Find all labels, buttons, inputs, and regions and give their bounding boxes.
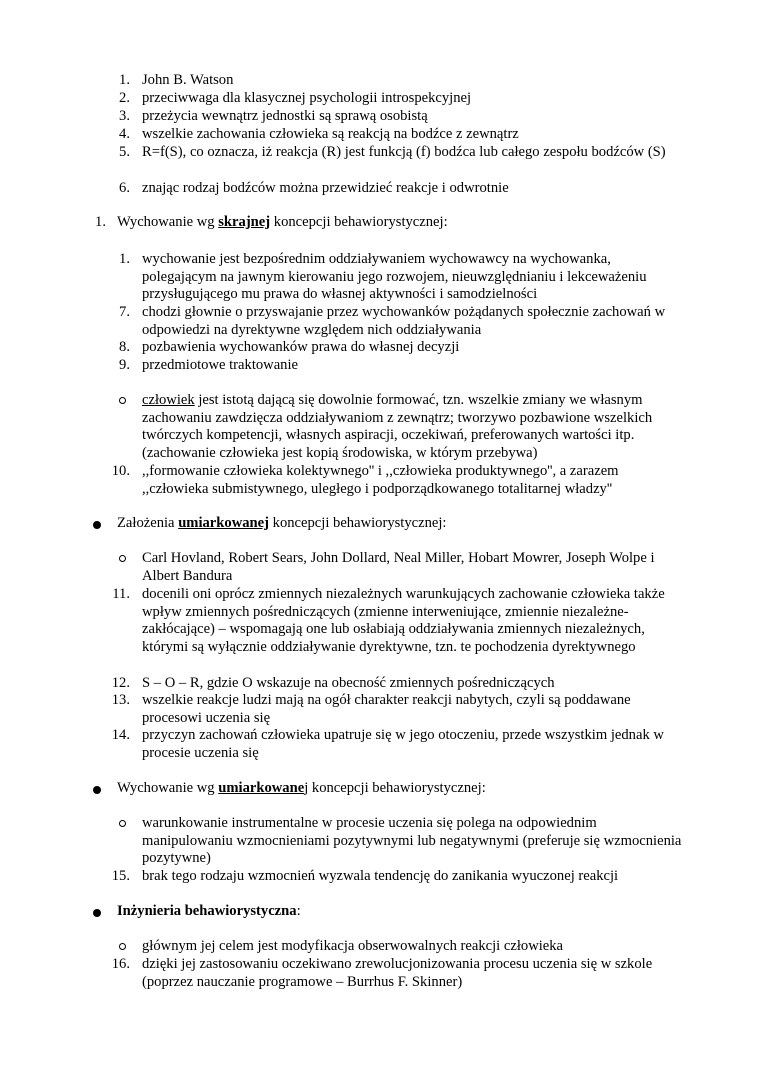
list-text: przyczyn zachowań człowieka upatruje się w jego otoczeniu, przede wszystkim jednak w procesie uczenia się <box>142 727 664 761</box>
list-text: S – O – R, gdzie O wskazuje na obecność zmiennych pośredniczących <box>142 675 555 691</box>
circle-bullet-icon <box>119 943 126 950</box>
list-text: człowiek jest istotą dającą się dowolnie formować, tzn. wszelkie zmiany we własnym zachowaniu zawdzięcza oddziaływaniom z zewnątrz; tworzywo pozbawione wszelkich twórczych kompetencji, własnych aspiracji, oczekiwań, preferowanych wartości itp. (zachowanie człowieka jest kopią środowiska, w którym przebywa) <box>142 392 653 461</box>
list-text: wszelkie reakcje ludzi mają na ogół charakter reakcji nabytych, czyli są poddawane procesowi uczenia się <box>142 692 631 726</box>
list-text: chodzi głownie o przyswajanie przez wychowanków pożądanych społecznie zachowań w odpowiedzi na dyrektywne względem nich oddziaływania <box>142 304 666 338</box>
circle-bullet-icon <box>119 397 126 404</box>
circle-bullet-icon <box>119 555 126 562</box>
list-text: Carl Hovland, Robert Sears, John Dollard, Neal Miller, Hobart Mowrer, Joseph Wolpe i Albert Bandura <box>142 550 655 584</box>
list-number: 9. <box>119 357 130 373</box>
heading-number: 1. <box>95 214 106 230</box>
list-text: warunkowanie instrumentalne w procesie uczenia się polega na odpowiednim manipulowaniu wzmocnieniami pozytywnymi lub negatywnymi (preferuje się wzmocnienia pozytywne) <box>142 815 682 867</box>
list-text: wychowanie jest bezpośrednim oddziaływaniem wychowawcy na wychowanka, polegającym na jawnym kierowaniu jego rozwojem, nieuwzględnianiu i lekceważeniu przysługującego mu prawa do własnej aktywności i samodzielności <box>142 251 647 303</box>
list-number: 2. <box>119 90 130 106</box>
list-number: 3. <box>119 108 130 124</box>
list-text: wszelkie zachowania człowieka są reakcją na bodźce z zewnątrz <box>142 126 519 142</box>
document-page: 1. John B. Watson 2. przeciwwaga dla klasycznej psychologii introspekcyjnej 3. przeżycia wewnątrz jednostki są sprawą osobistą 4. wszelkie zachowania człowieka są reakcją na bodźce z zewnątrz 5. R=f(S), co oznacza, iż reakcja (R) jest funkcją (f) bodźca lub całego zespołu bodźców (S) 6. znając rodzaj bodźców można przewidzieć reakcje i odwrotnie 1. Wychowanie wg skrajnej koncepcji behawiorystycznej: 1. wychowanie jest bezpośrednim oddziaływaniem wychowawcy na wychowanka, polegającym na jawnym kierowaniu jego rozwojem, nieuwzględnianiu i lekceważeniu przysługującego mu prawa do własnej aktywności i samodzielności 7. chodzi głownie o przyswajanie przez wychowanków pożądanych społecznie zachowań w odpowiedzi na dyrektywne względem nich oddziaływania 8. pozbawienia wychowanków prawa do własnej decyzji 9. przedmiotowe traktowanie człowiek jest istotą dającą się dowolnie formować, tzn. wszelkie zmiany we własnym zachowaniu zawdzięcza oddziaływaniom z zewnątrz; tworzywo pozbawione wszelkich twórczych kompetencji, własnych aspiracji, oczekiwań, preferowanych wartości itp. (zachowanie człowieka jest kopią środowiska, w którym przebywa) 10. ,,formowanie człowieka kolektywnego'' i ,,człowieka produktywnego'', a zarazem ,,człowieka submistywnego, uległego i podporządkowanego totalitarnej władzy'' Założenia umiarkowanej koncepcji behawiorystycznej: Carl Hovland, Robert Sears, John Dollard, Neal Miller, Hobart Mowrer, Joseph Wolpe i Albert Bandura 11. docenili oni oprócz zmiennych niezależnych warunkujących zachowanie człowieka także wpływ zmiennych pośredniczących (zmienne interweniujące, zmiennie niezależne-zakłócające) – wspomagają one lub osłabiają oddziaływania zmiennych niezależnych, którymi są wyłącznie oddziaływanie dyrektywne, tzn. te pochodzenia dyrektywnego 12. S – O – R, gdzie O wskazuje na obecność zmiennych pośredniczących 13. wszelkie reakcje ludzi mają na ogół charakter reakcji nabytych, czyli są poddawane procesowi uczenia się 14. przyczyn zachowań człowieka upatruje się w jego otoczeniu, przede wszystkim jednak w procesie uczenia się Wychowanie wg umiarkowanej koncepcji behawiorystycznej: warunkowanie instrumentalne w procesie uczenia się polega na odpowiednim manipulowaniu wzmocnieniami pozytywnymi lub negatywnymi (preferuje się wzmocnienia pozytywne) 15. brak tego rodzaju wzmocnień wyzwala tendencję do zanikania wyuczonej reakcji Inżynieria behawiorystyczna: głównym jej celem jest modyfikacja obserwowalnych reakcji człowieka 16. dzięki jej zastosowaniu oczekiwano zrewolucjonizowania procesu uczenia się w szkole (poprzez nauczanie programowe – Burrhus F. Skinner) <box>0 0 760 1075</box>
list-number: 12. <box>111 675 130 691</box>
list-number: 8. <box>119 339 130 355</box>
list-number: 16. <box>111 956 130 972</box>
list-text: przeżycia wewnątrz jednostki są sprawą osobistą <box>142 108 428 124</box>
emphasis-skrajnej: skrajnej <box>218 214 271 230</box>
list-number: 1. <box>119 72 130 88</box>
circle-bullet-icon <box>119 820 126 827</box>
list-text: pozbawienia wychowanków prawa do własnej decyzji <box>142 339 460 355</box>
emphasis-umiarkowanej: umiarkowanej <box>178 515 269 531</box>
list-text: R=f(S), co oznacza, iż reakcja (R) jest funkcją (f) bodźca lub całego zespołu bodźców (S) <box>142 144 666 160</box>
list-number: 13. <box>111 692 130 708</box>
list-text: ,,formowanie człowieka kolektywnego'' i ,,człowieka produktywnego'', a zarazem ,,człowieka submistywnego, uległego i podporządkowanego totalitarnej władzy'' <box>142 463 619 497</box>
list-text: John B. Watson <box>142 72 234 88</box>
list-number: 7. <box>119 304 130 320</box>
list-text: głównym jej celem jest modyfikacja obserwowalnych reakcji człowieka <box>142 938 564 954</box>
list-text: docenili oni oprócz zmiennych niezależnych warunkujących zachowanie człowieka także wpływ zmiennych pośredniczących (zmienne interweniujące, zmiennie niezależne-zakłócające) – wspomagają one lub osłabiają oddziaływania zmiennych niezależnych, którymi są wyłącznie oddziaływanie dyrektywne, tzn. te pochodzenia dyrektywnego <box>142 586 665 655</box>
list-text: dzięki jej zastosowaniu oczekiwano zrewolucjonizowania procesu uczenia się w szkole (poprzez nauczanie programowe – Burrhus F. Skinner) <box>142 956 653 990</box>
list-number: 10. <box>111 463 130 479</box>
list-number: 15. <box>111 868 130 884</box>
bullet-icon <box>93 786 101 794</box>
list-number: 11. <box>112 586 130 602</box>
list-number: 14. <box>111 727 130 743</box>
emphasis-inzynieria: Inżynieria behawiorystyczna <box>117 903 297 919</box>
list-number: 5. <box>119 144 130 160</box>
emphasis-umiarkowane: umiarkowane <box>218 780 305 796</box>
list-number: 6. <box>119 180 130 196</box>
list-text: przedmiotowe traktowanie <box>142 357 299 373</box>
list-text: przeciwwaga dla klasycznej psychologii introspekcyjnej <box>142 90 472 106</box>
list-number: 4. <box>119 126 130 142</box>
list-text: brak tego rodzaju wzmocnień wyzwala tendencję do zanikania wyuczonej reakcji <box>142 868 619 884</box>
bullet-icon <box>93 909 101 917</box>
list-number: 1. <box>119 251 130 267</box>
bullet-icon <box>93 521 101 529</box>
list-text: znając rodzaj bodźców można przewidzieć reakcje i odwrotnie <box>142 180 509 196</box>
